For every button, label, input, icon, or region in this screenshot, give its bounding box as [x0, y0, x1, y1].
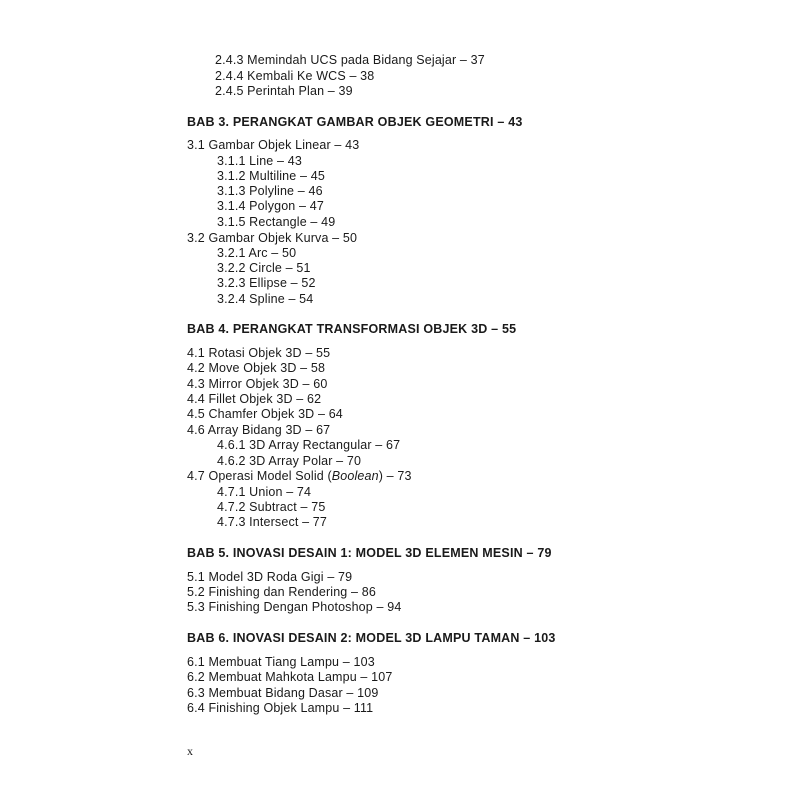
toc-entry-6-3: 6.3 Membuat Bidang Dasar – 109 — [187, 686, 379, 700]
toc-entry-4-6-1: 4.6.1 3D Array Rectangular – 67 — [217, 438, 401, 452]
toc-entry-4-7 — [187, 469, 412, 484]
toc-entry-3-2-1: 3.2.1 Arc – 50 — [217, 246, 297, 260]
toc-entry-4-3: 4.3 Mirror Objek 3D – 60 — [187, 377, 328, 391]
toc-entry-4-7-suffix: ) – 73 — [378, 469, 412, 483]
chapter-6-heading: BAB 6. INOVASI DESAIN 2: MODEL 3D LAMPU TAMAN – 103 — [187, 631, 556, 645]
toc-entry-6-4: 6.4 Finishing Objek Lampu – 111 — [187, 701, 374, 715]
toc-entry-3-2-4: 3.2.4 Spline – 54 — [217, 292, 314, 306]
toc-entry-3-2-2: 3.2.2 Circle – 51 — [217, 261, 311, 275]
toc-entry-2-4-5: 2.4.5 Perintah Plan – 39 — [215, 84, 353, 98]
toc-entry-2-4-4: 2.4.4 Kembali Ke WCS – 38 — [215, 69, 375, 83]
page-number: x — [187, 744, 193, 758]
toc-entry-5-2: 5.2 Finishing dan Rendering – 86 — [187, 585, 376, 599]
toc-entry-4-6-2: 4.6.2 3D Array Polar – 70 — [217, 454, 362, 468]
toc-entry-3-2: 3.2 Gambar Objek Kurva – 50 — [187, 231, 358, 245]
toc-entry-4-7-italic: Boolean — [331, 469, 379, 483]
toc-entry-3-1-5: 3.1.5 Rectangle – 49 — [217, 215, 336, 229]
toc-entry-3-1-2: 3.1.2 Multiline – 45 — [217, 169, 325, 183]
toc-entry-4-7-prefix: 4.7 Operasi Model Solid ( — [187, 469, 332, 483]
toc-entry-4-7-3: 4.7.3 Intersect – 77 — [217, 515, 328, 529]
toc-entry-6-2: 6.2 Membuat Mahkota Lampu – 107 — [187, 670, 393, 684]
toc-entry-4-7-2: 4.7.2 Subtract – 75 — [217, 500, 326, 514]
toc-entry-4-6: 4.6 Array Bidang 3D – 67 — [187, 423, 331, 437]
chapter-5-heading: BAB 5. INOVASI DESAIN 1: MODEL 3D ELEMEN MESIN – 79 — [187, 546, 552, 560]
toc-entry-4-2: 4.2 Move Objek 3D – 58 — [187, 361, 326, 375]
toc-entry-4-7-1: 4.7.1 Union – 74 — [217, 485, 312, 499]
toc-entry-5-1: 5.1 Model 3D Roda Gigi – 79 — [187, 570, 353, 584]
toc-entry-3-2-3: 3.2.3 Ellipse – 52 — [217, 276, 316, 290]
toc-entry-3-1-3: 3.1.3 Polyline – 46 — [217, 184, 323, 198]
toc-entry-2-4-3: 2.4.3 Memindah UCS pada Bidang Sejajar – 37 — [215, 53, 485, 67]
toc-entry-4-1: 4.1 Rotasi Objek 3D – 55 — [187, 346, 331, 360]
toc-entry-3-1: 3.1 Gambar Objek Linear – 43 — [187, 138, 360, 152]
toc-entry-4-4: 4.4 Fillet Objek 3D – 62 — [187, 392, 322, 406]
toc-entry-3-1-1: 3.1.1 Line – 43 — [217, 154, 302, 168]
toc-entry-3-1-4: 3.1.4 Polygon – 47 — [217, 199, 324, 213]
chapter-3-heading: BAB 3. PERANGKAT GAMBAR OBJEK GEOMETRI – 43 — [187, 115, 523, 129]
toc-entry-6-1: 6.1 Membuat Tiang Lampu – 103 — [187, 655, 375, 669]
chapter-4-heading: BAB 4. PERANGKAT TRANSFORMASI OBJEK 3D – 55 — [187, 322, 517, 336]
toc-entry-4-5: 4.5 Chamfer Objek 3D – 64 — [187, 407, 343, 421]
toc-entry-5-3: 5.3 Finishing Dengan Photoshop – 94 — [187, 600, 402, 614]
